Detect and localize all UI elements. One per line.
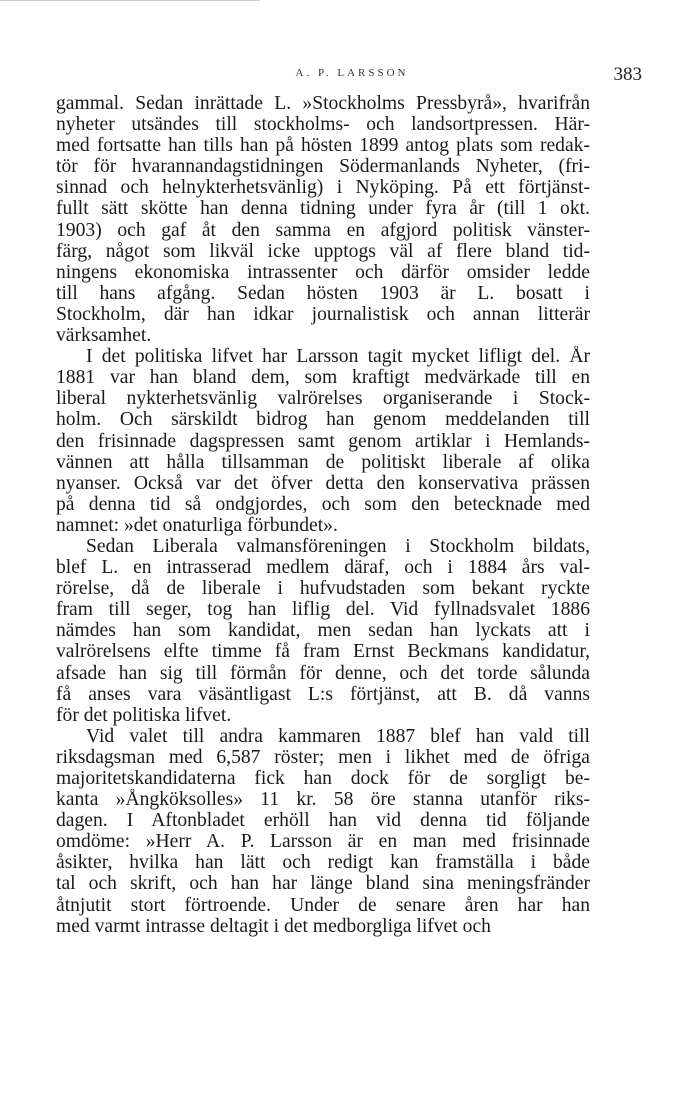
page-header [56,64,648,86]
body-text [56,93,590,937]
text-line: tal och skrift, och han har länge bland sina meningsfränder [56,873,590,895]
text-line: blef L. en intrasserad medlem däraf, och i 1884 års val- [56,557,590,579]
text-line: gammal. Sedan inrättade L. »Stockholms Pressbyrå», hvarifrån [56,93,590,114]
text-line: med fortsatte han tills han på hösten 1899 antog plats som redak- [56,135,590,157]
text-line: värksamhet. [56,325,152,347]
text-line: afsade han sig till förmån för denne, och det torde sålunda [56,662,590,684]
text-line: den frisinnade dagspressen samt genom artiklar i Hemlands- [56,430,590,452]
text-line: dagen. I Aftonbladet erhöll han vid denna tid följande [56,810,590,832]
paragraph [56,346,590,536]
text-line: sinnad och helnykterhetsvänlig) i Nyköping. På ett förtjänst- [56,177,590,199]
text-line: åtnjutit stort förtroende. Under de senare åren har han [56,894,590,916]
text-line: fram till seger, tog han liflig del. Vid fyllnadsvalet 1886 [56,599,590,621]
paragraph [56,93,590,346]
text-line: riksdagsman med 6,587 röster; men i likhet med de öfriga [56,746,590,768]
text-line: åsikter, hvilka han lätt och redigt kan framställa i både [56,852,590,874]
text-line: nyheter utsändes till stockholms- och landsortpressen. Här- [56,114,590,136]
text-line: majoritetskandidaterna fick han dock för de sorgligt be- [56,768,590,789]
text-line: för det politiska lifvet. [56,704,232,726]
text-line: nyanser. Också var det öfver detta den konservativa prässen [56,472,590,494]
text-line: med varmt intrasse deltagit i det medborgliga lifvet och [56,915,491,937]
paragraph [56,536,590,726]
text-line: nämdes han som kandidat, men sedan han lyckats att i [56,620,590,642]
text-line: 1903) och gaf åt den samma en afgjord politisk vänster- [56,219,590,241]
text-line: rörelse, då de liberale i hufvudstaden som bekant ryckte [56,578,590,600]
text-line: färg, något som likväl icke upptogs väl af flere bland tid- [56,240,590,262]
text-line: få anses vara väsäntligast L:s förtjänst, att B. då vanns [56,683,590,705]
text-line: ningens ekonomiska intrassenter och därför omsider ledde [56,261,590,283]
text-line: till hans afgång. Sedan hösten 1903 är L. bosatt i [56,282,590,304]
running-head: A. P. LARSSON [295,67,409,79]
text-line: omdöme: »Herr A. P. Larsson är en man med frisinnade [56,831,590,853]
text-line: kanta »Ångköksolles» 11 kr. 58 öre stanna utanför riks- [56,789,590,811]
text-line: Sedan Liberala valmansföreningen i Stockholm bildats, [86,535,590,557]
text-line: tör för hvarannandagstidningen Södermanlands Nyheter, (fri- [56,156,590,178]
text-line: valrörelsens elfte timme få fram Ernst Beckmans kandidatur, [56,641,590,663]
text-line: fullt sätt skötte han denna tidning under fyra år (till 1 okt. [56,198,590,220]
text-line: vännen att hålla tillsamman de politiskt liberale af olika [56,451,590,473]
text-line: I det politiska lifvet har Larsson tagit mycket lifligt del. År [86,346,590,368]
text-line: Vid valet till andra kammaren 1887 blef han vald till [86,725,590,747]
scan-edge-line [0,0,260,1]
paragraph [56,726,590,937]
text-line: Stockholm, där han idkar journalistisk och annan litterär [56,303,590,325]
text-line: namnet: »det onaturliga förbundet». [56,514,338,536]
text-line: holm. Och särskildt bidrog han genom meddelanden till [56,409,590,431]
page-number: 383 [613,64,642,85]
text-line: 1881 var han bland dem, som kraftigt medvärkade till en [56,367,590,389]
text-line: på denna tid så ondgjordes, och som den betecknade med [56,493,590,515]
text-line: liberal nykterhetsvänlig valrörelses organiserande i Stock- [56,388,590,410]
